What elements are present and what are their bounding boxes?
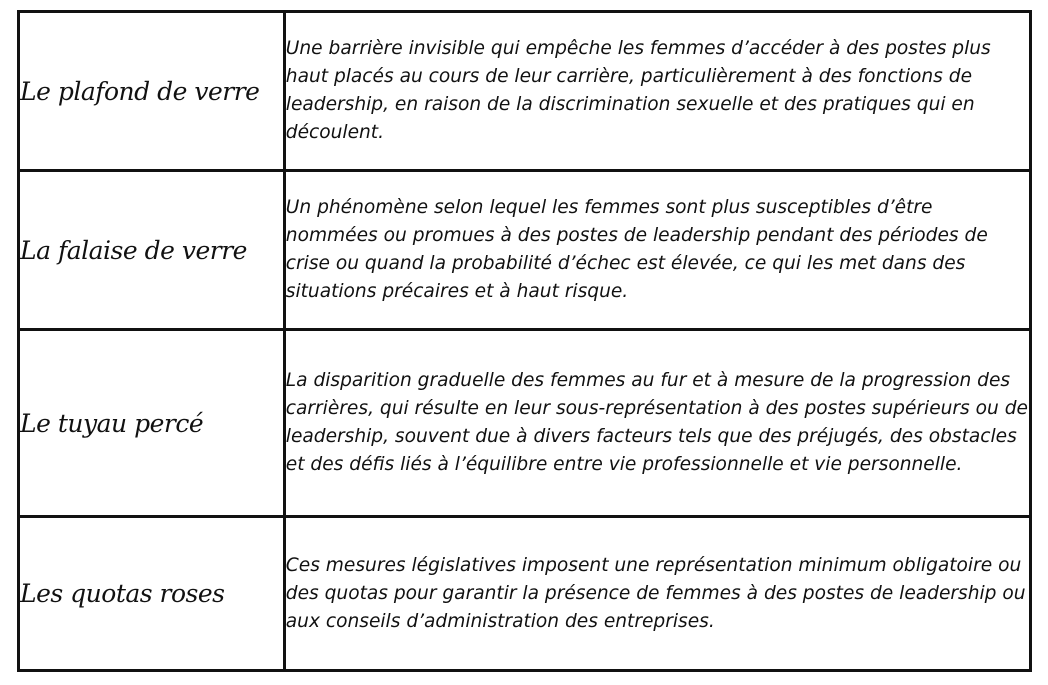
definition-cell: Ces mesures législatives imposent une représentation minimum obligatoire ou des quotas pour garantir la présence de femmes à des postes de leadership ou aux conseils d’administration des entreprises.	[284, 517, 1030, 671]
term-cell: Les quotas roses	[19, 517, 285, 671]
table-row	[19, 171, 1031, 330]
term-cell: La falaise de verre	[19, 171, 285, 330]
definition-cell: Une barrière invisible qui empêche les femmes d’accéder à des postes plus haut placés au cours de leur carrière, particulièrement à des fonctions de leadership, en raison de la discrimination sexuelle et des pratiques qui en découlent.	[284, 12, 1030, 171]
table-row	[19, 517, 1031, 671]
definition-cell: Un phénomène selon lequel les femmes sont plus susceptibles d’être nommées ou promues à des postes de leadership pendant des périodes de crise ou quand la probabilité d’échec est élevée, ce qui les met dans des situations précaires et à haut risque.	[284, 171, 1030, 330]
definition-cell: La disparition graduelle des femmes au fur et à mesure de la progression des carrières, qui résulte en leur sous-représentation à des postes supérieurs ou de leadership, souvent due à divers facteurs tels que des préjugés, des obstacles et des défis liés à l’équilibre entre vie professionnelle et vie personnelle.	[284, 330, 1030, 517]
table-row	[19, 330, 1031, 517]
term-cell: Le plafond de verre	[19, 12, 285, 171]
glossary-table	[17, 10, 1032, 672]
table-row	[19, 12, 1031, 171]
term-cell: Le tuyau percé	[19, 330, 285, 517]
